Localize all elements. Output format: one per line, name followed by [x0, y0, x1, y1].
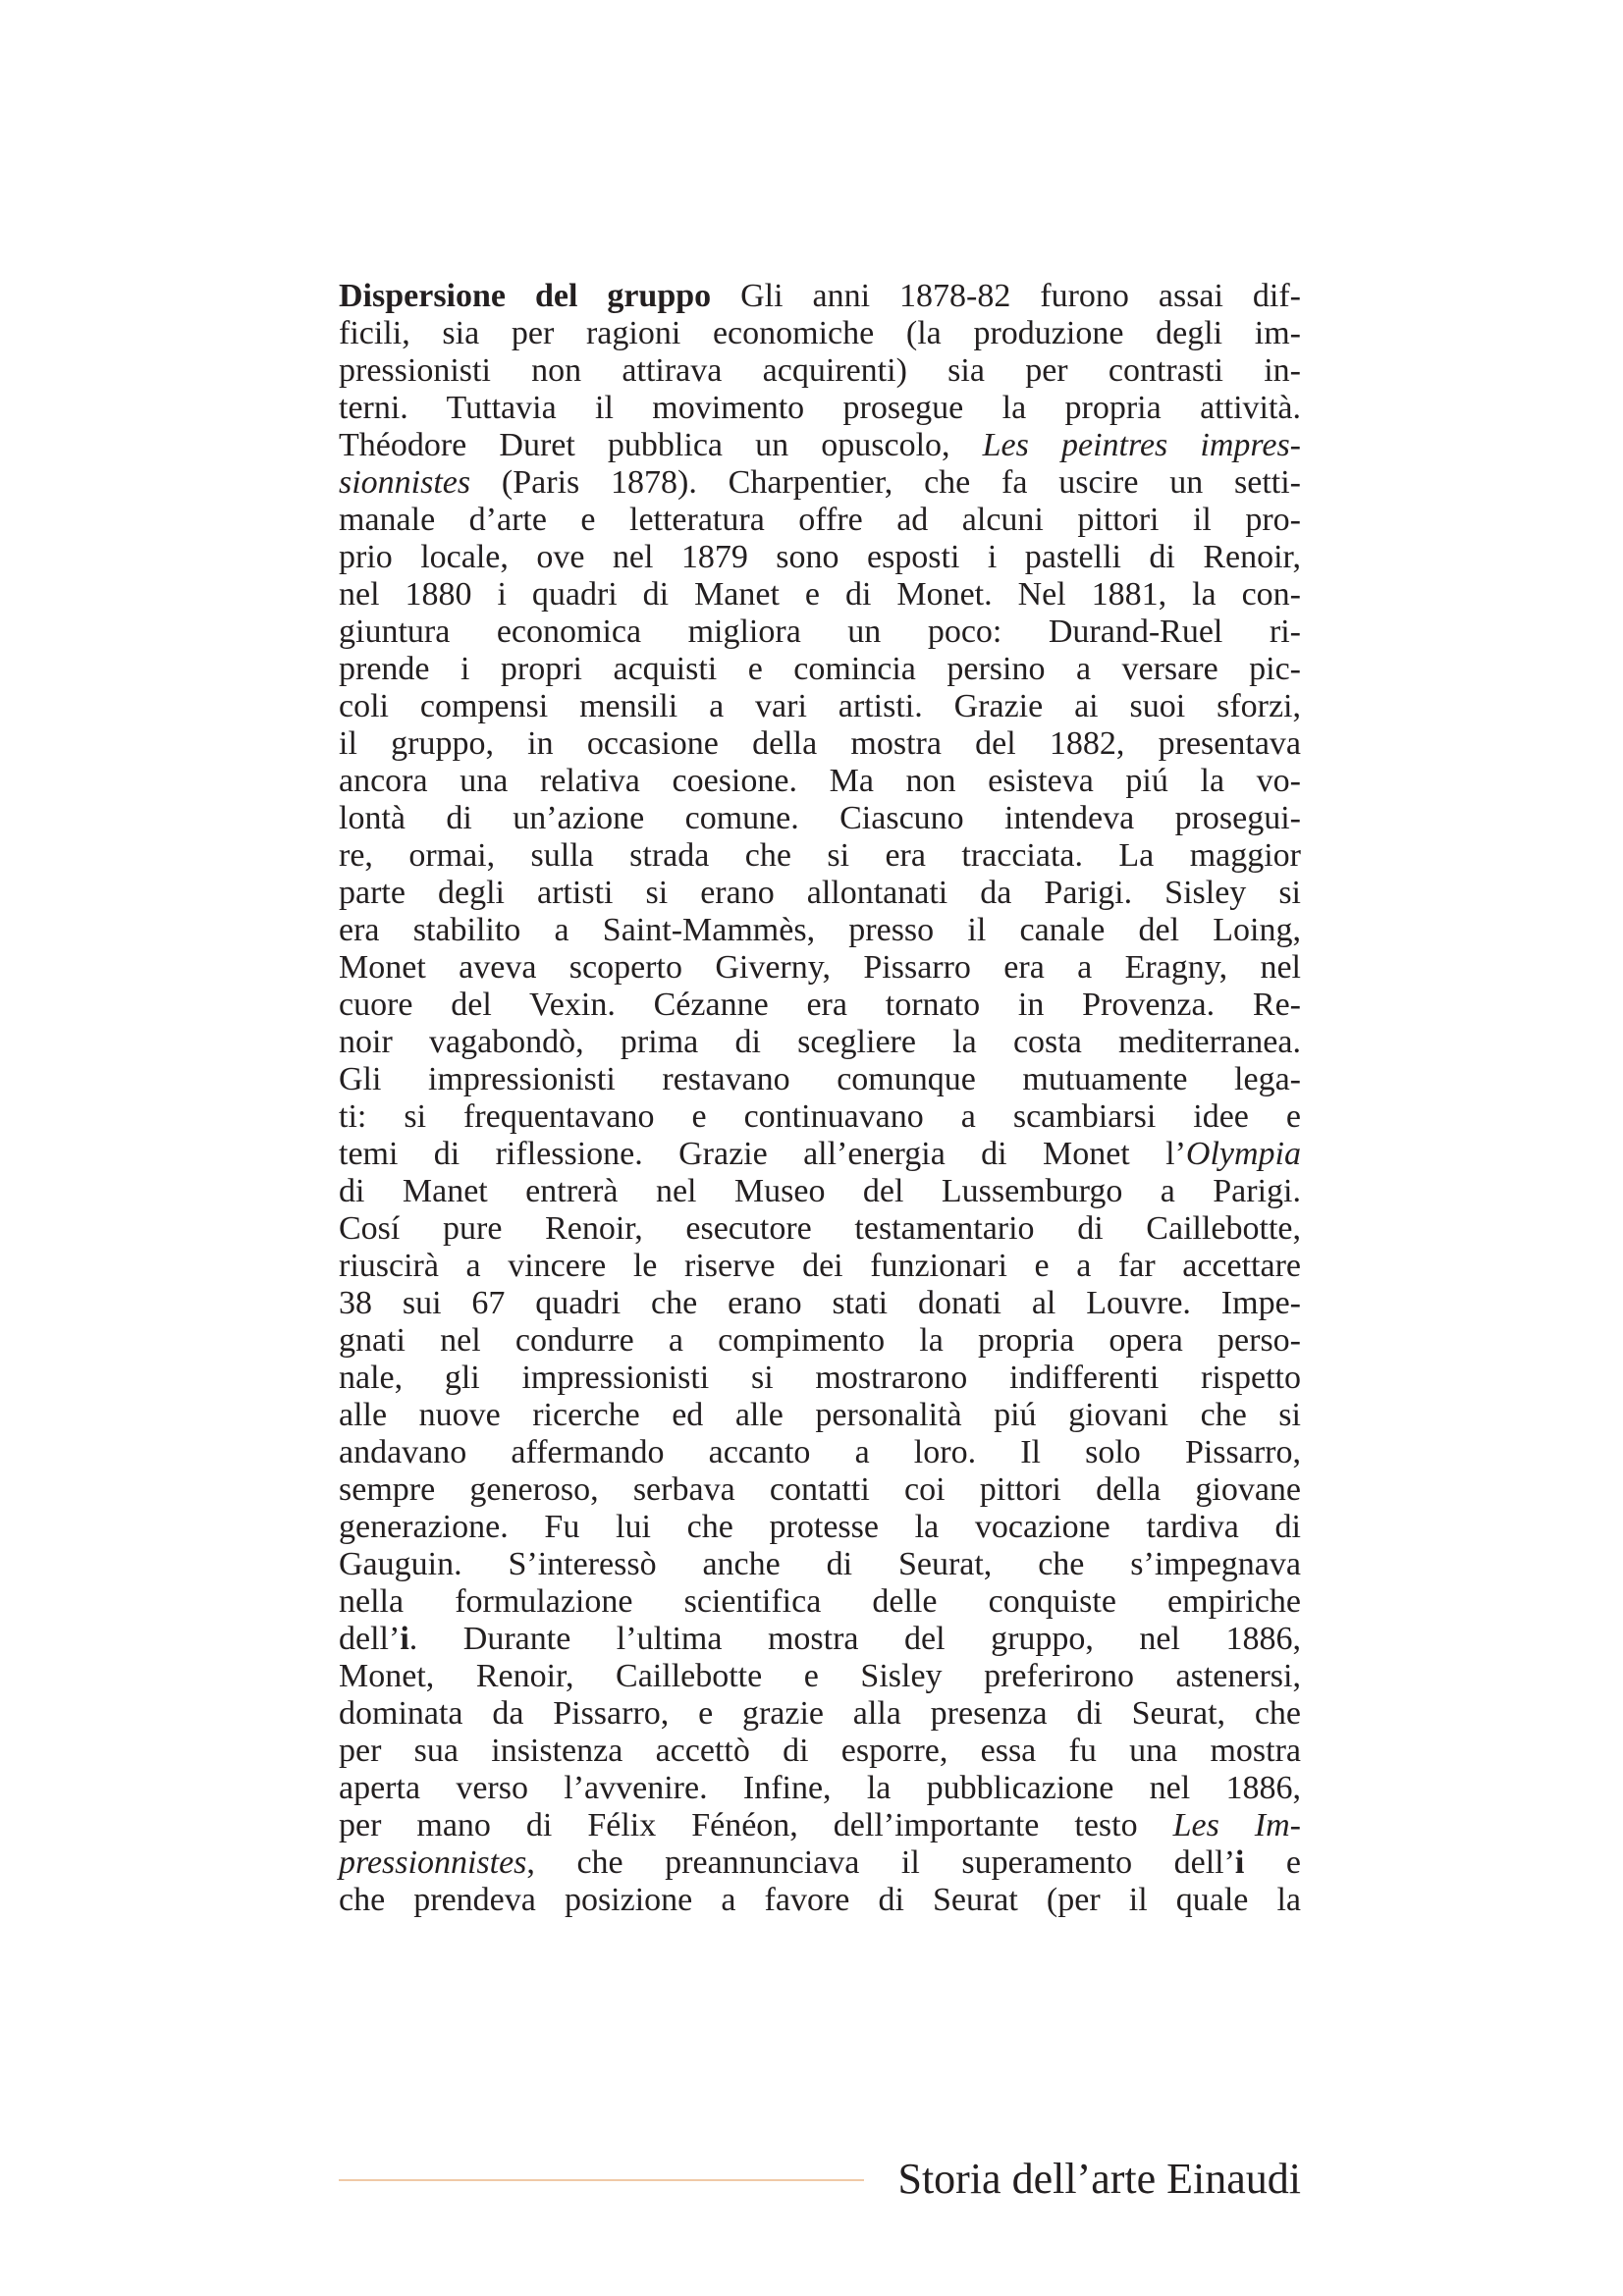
text-line [339, 1509, 1301, 1546]
text-run: per mano di Félix Fénéon, dell’importante testo [339, 1807, 1173, 1843]
text-run: Monet, Renoir, Caillebotte e Sisley preferirono astenersi, [339, 1658, 1301, 1694]
text-line [339, 352, 1301, 390]
text-line [339, 1658, 1301, 1695]
text-line [339, 1583, 1301, 1621]
text-run: Gauguin. S’interessò anche di Seurat, che s’impegnava [339, 1546, 1301, 1582]
text-run: Monet aveva scoperto Giverny, Pissarro era a Eragny, nel [339, 949, 1301, 986]
text-line [339, 390, 1301, 427]
text-line [339, 315, 1301, 352]
text-line [339, 502, 1301, 539]
text-run: nella formulazione scientifica delle conquiste empiriche [339, 1583, 1301, 1620]
text-run: re, ormai, sulla strada che si era tracciata. La maggior [339, 837, 1301, 874]
bold-run: i [400, 1621, 409, 1657]
text-line [339, 912, 1301, 949]
text-run: parte degli artisti si erano allontanati da Parigi. Sisley si [339, 875, 1301, 911]
text-run: gnati nel condurre a compimento la propria opera perso- [339, 1322, 1301, 1359]
text-run: generazione. Fu lui che protesse la vocazione tardiva di [339, 1509, 1301, 1545]
text-line [339, 278, 1301, 315]
text-run: 38 sui 67 quadri che erano stati donati al Louvre. Impe- [339, 1285, 1301, 1321]
text-line [339, 837, 1301, 875]
text-line [339, 651, 1301, 688]
italic-run: Les Im- [1172, 1807, 1301, 1843]
footer-rule [339, 2179, 864, 2181]
text-line [339, 1210, 1301, 1248]
text-run: . Durante l’ultima mostra del gruppo, nel 1886, [408, 1621, 1301, 1657]
text-line [339, 875, 1301, 912]
text-run: giuntura economica migliora un poco: Durand-Ruel ri- [339, 614, 1301, 650]
text-run: cuore del Vexin. Cézanne era tornato in Provenza. Re- [339, 987, 1301, 1023]
text-line [339, 1024, 1301, 1061]
text-line [339, 763, 1301, 800]
text-line [339, 1882, 1301, 1919]
text-run: coli compensi mensili a vari artisti. Grazie ai suoi sforzi, [339, 688, 1301, 724]
text-line [339, 1098, 1301, 1136]
text-run: era stabilito a Saint-Mammès, presso il canale del Loing, [339, 912, 1301, 948]
text-line [339, 1546, 1301, 1583]
text-line [339, 800, 1301, 837]
text-line [339, 1173, 1301, 1210]
text-run: lontà di un’azione comune. Ciascuno intendeva prosegui- [339, 800, 1301, 836]
text-line [339, 1844, 1301, 1882]
text-line [339, 1360, 1301, 1397]
text-run: pressionisti non attirava acquirenti) sia per contrasti in- [339, 352, 1301, 389]
text-line [339, 464, 1301, 502]
text-line [339, 1770, 1301, 1807]
text-run: ti: si frequentavano e continuavano a scambiarsi idee e [339, 1098, 1301, 1135]
text-line [339, 1136, 1301, 1173]
text-line [339, 725, 1301, 763]
text-run: , che preannunciava il superamento dell’ [526, 1844, 1235, 1881]
text-line [339, 576, 1301, 614]
body-paragraph [339, 278, 1301, 1919]
text-run: nale, gli impressionisti si mostrarono indifferenti rispetto [339, 1360, 1301, 1396]
text-line [339, 1322, 1301, 1360]
text-line [339, 1285, 1301, 1322]
text-line [339, 688, 1301, 725]
text-run: ficili, sia per ragioni economiche (la produzione degli im- [339, 315, 1301, 351]
text-run: noir vagabondò, prima di scegliere la costa mediterranea. [339, 1024, 1301, 1060]
text-run: riuscirà a vincere le riserve dei funzionari e a far accettare [339, 1248, 1301, 1284]
italic-run: pressionnistes [339, 1844, 527, 1881]
text-run: Cosí pure Renoir, esecutore testamentario di Caillebotte, [339, 1210, 1301, 1247]
italic-run: sionnistes [339, 464, 471, 501]
text-run: (Paris 1878). Charpentier, che fa uscire un setti- [470, 464, 1301, 501]
text-line [339, 1248, 1301, 1285]
text-run: Théodore Duret pubblica un opuscolo, [339, 427, 983, 463]
text-line [339, 1434, 1301, 1471]
text-line [339, 1733, 1301, 1770]
text-run: per sua insistenza accettò di esporre, essa fu una mostra [339, 1733, 1301, 1769]
text-line [339, 1471, 1301, 1509]
text-line [339, 949, 1301, 987]
italic-run: Olympia [1185, 1136, 1301, 1172]
text-line [339, 1397, 1301, 1434]
text-run: terni. Tuttavia il movimento prosegue la propria attività. [339, 390, 1301, 426]
text-line [339, 1807, 1301, 1844]
text-line [339, 987, 1301, 1024]
text-line [339, 1061, 1301, 1098]
text-run: andavano affermando accanto a loro. Il solo Pissarro, [339, 1434, 1301, 1470]
text-run: il gruppo, in occasione della mostra del 1882, presentava [339, 725, 1301, 762]
bold-run: Dispersione del gruppo [339, 278, 712, 314]
text-run: Gli anni 1878-82 furono assai dif- [711, 278, 1301, 314]
text-run: dominata da Pissarro, e grazie alla presenza di Seurat, che [339, 1695, 1301, 1732]
text-line [339, 539, 1301, 576]
text-run: alle nuove ricerche ed alle personalità piú giovani che si [339, 1397, 1301, 1433]
bold-run: i [1234, 1844, 1245, 1881]
text-run: ancora una relativa coesione. Ma non esisteva piú la vo- [339, 763, 1301, 799]
text-run: dell’ [339, 1621, 401, 1657]
text-run: prio locale, ove nel 1879 sono esposti i pastelli di Renoir, [339, 539, 1301, 575]
text-run: nel 1880 i quadri di Manet e di Monet. Nel 1881, la con- [339, 576, 1301, 613]
italic-run: Les peintres impres- [982, 427, 1302, 463]
text-line [339, 614, 1301, 651]
text-line [339, 1621, 1301, 1658]
text-run: che prendeva posizione a favore di Seurat (per il quale la [339, 1882, 1301, 1918]
text-run: sempre generoso, serbava contatti coi pittori della giovane [339, 1471, 1301, 1508]
text-run: e [1244, 1844, 1301, 1881]
text-run: aperta verso l’avvenire. Infine, la pubblicazione nel 1886, [339, 1770, 1301, 1806]
text-run: temi di riflessione. Grazie all’energia di Monet l’ [339, 1136, 1186, 1172]
text-run: prende i propri acquisti e comincia persino a versare pic- [339, 651, 1301, 687]
footer-title: Storia dell’arte Einaudi [897, 2155, 1301, 2203]
text-run: Gli impressionisti restavano comunque mutuamente lega- [339, 1061, 1301, 1097]
text-run: manale d’arte e letteratura offre ad alcuni pittori il pro- [339, 502, 1301, 538]
text-line [339, 1695, 1301, 1733]
text-line [339, 427, 1301, 464]
text-run: di Manet entrerà nel Museo del Lussemburgo a Parigi. [339, 1173, 1301, 1209]
